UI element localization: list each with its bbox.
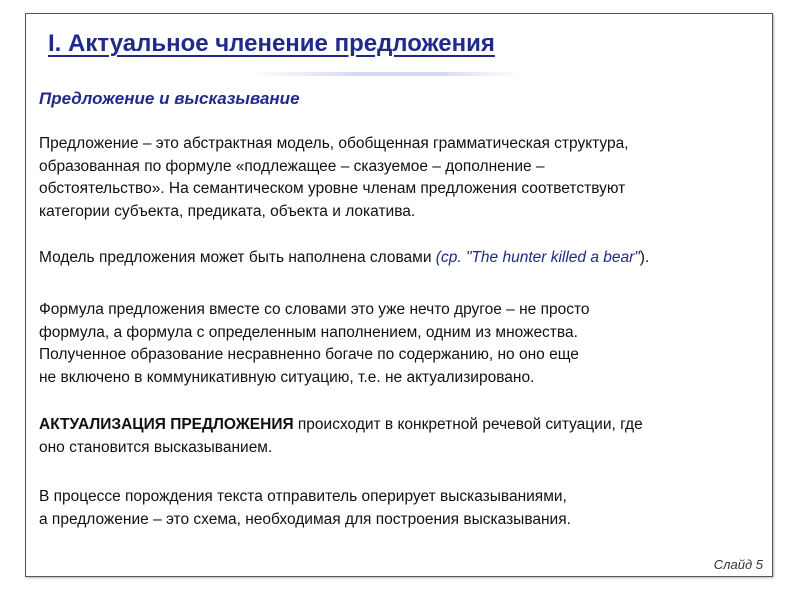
paragraph-line: образованная по формуле «подлежащее – сказуемое – дополнение – [39,157,545,175]
paragraph-formula [39,299,590,389]
paragraph-actualization [39,414,643,459]
paragraph-line: обстоятельство». На семантическом уровне членам предложения соответствуют [39,180,626,197]
paragraph-definition [39,133,629,223]
paragraph-line: Предложение – это абстрактная модель, обобщенная грамматическая структура, [39,135,629,152]
paragraph-line [39,414,643,437]
paragraph-line: категории субъекта, предиката, объекта и локатива. [39,202,416,220]
slide-subtitle: Предложение и высказывание [39,89,300,108]
paragraph-line: а предложение – это схема, необходимая для построения высказывания. [39,510,571,528]
paragraph-line: не включено в коммуникативную ситуацию, т.е. не актуализировано. [39,368,535,386]
paragraph-tail: ). [639,249,650,266]
key-term: АКТУАЛИЗАЦИЯ ПРЕДЛОЖЕНИЯ [39,416,294,433]
paragraph-model-example [39,247,649,270]
paragraph-line: оно становится высказыванием. [39,438,273,456]
paragraph-generation [39,486,571,531]
paragraph-line [39,247,649,270]
paragraph-line: В процессе порождения текста отправитель оперирует высказываниями, [39,488,567,505]
title-accent-decoration [250,72,520,76]
slide-title: I. Актуальное членение предложения [48,30,495,57]
paragraph-text: Модель предложения может быть наполнена словами [39,249,436,266]
slide-number: Слайд 5 [713,557,763,572]
paragraph-line: Полученное образование несравненно богаче по содержанию, но оно еще [39,346,579,363]
paragraph-text: происходит в конкретной речевой ситуации, где [293,416,643,433]
paragraph-line: Формула предложения вместе со словами это уже нечто другое – не просто [39,301,590,318]
example-quote: (ср. "The hunter killed a bear" [435,249,640,266]
paragraph-line: формула, а формула с определенным наполнением, одним из множества. [39,323,578,341]
